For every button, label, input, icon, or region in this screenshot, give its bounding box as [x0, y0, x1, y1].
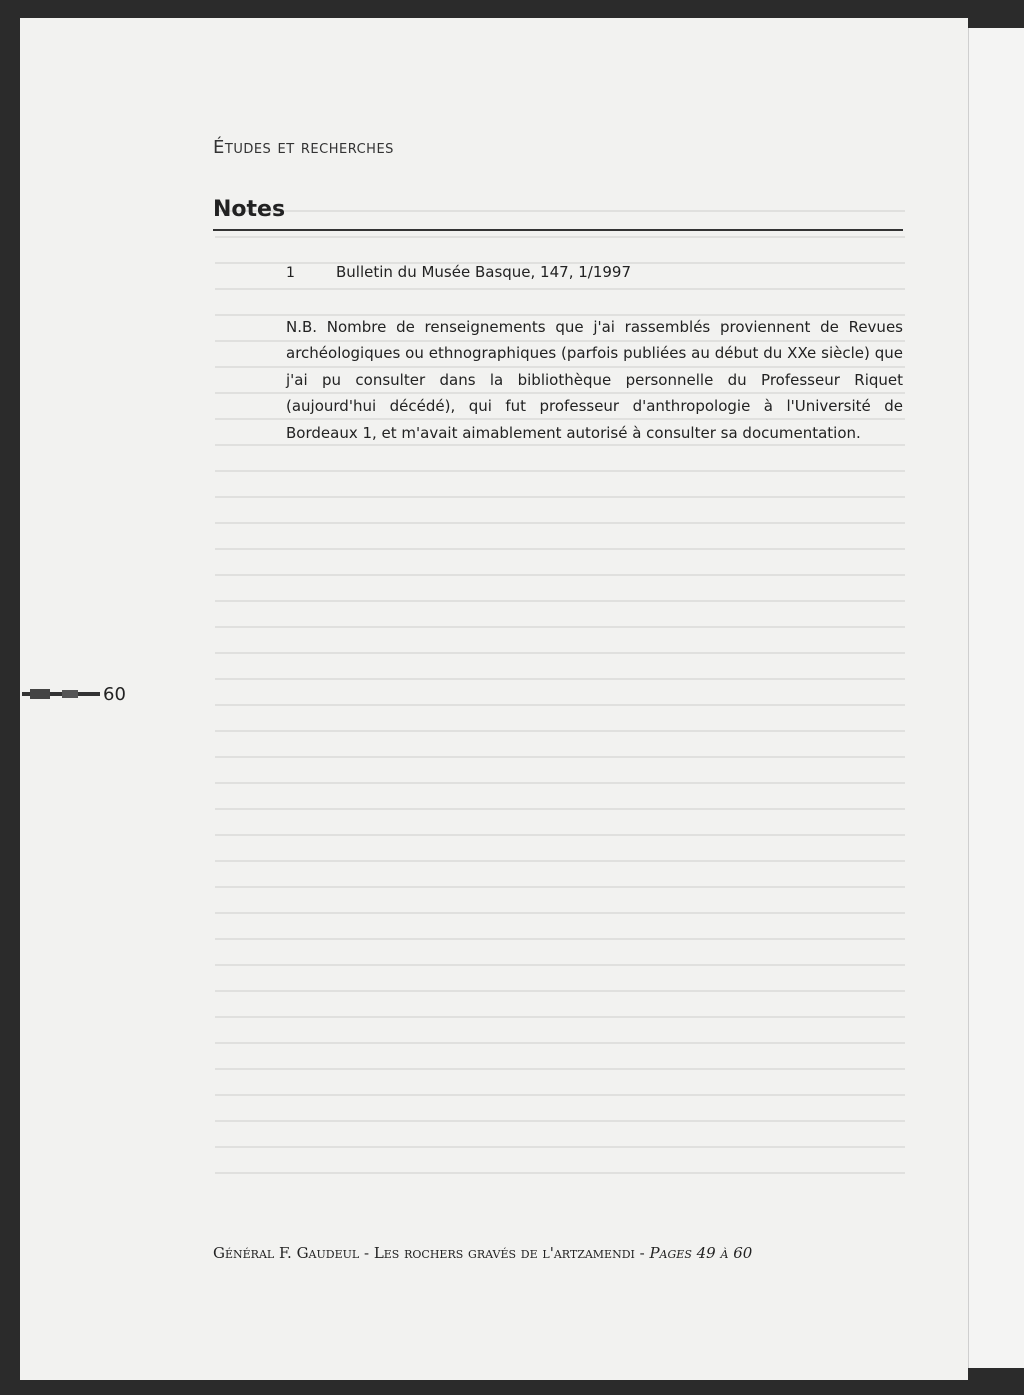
notes-divider: [213, 229, 903, 231]
running-footer: [213, 1244, 752, 1262]
footer-separator-2: -: [634, 1244, 650, 1262]
page-marker: [22, 688, 100, 700]
footer-separator: -: [359, 1244, 374, 1262]
page-number: 60: [103, 684, 126, 705]
footer-author: Général F. Gaudeul: [213, 1244, 360, 1262]
nb-paragraph: N.B. Nombre de renseignements que j'ai rassemblés proviennent de Revues archéologiques ou ethnographiques (parfois publiées au début du XXe siècle) que j'ai pu consulter dans la bibliothèque personnelle du Professeur Riquet (aujourd'hui décédé), qui fut professeur d'anthropologie à l'Université de Bordeaux 1, et m'avait aimablement autorisé à consulter sa documentation.: [286, 318, 903, 442]
note-number: 1: [286, 265, 295, 281]
footer-pages: Pages 49 à 60: [649, 1244, 753, 1262]
facing-page-edge: [968, 28, 1024, 1368]
notes-heading: Notes: [213, 197, 286, 222]
footer-title: Les rochers gravés de l'artzamendi: [373, 1244, 635, 1262]
section-title: Études et recherches: [213, 137, 394, 158]
note-text: Bulletin du Musée Basque, 147, 1/1997: [336, 263, 631, 281]
